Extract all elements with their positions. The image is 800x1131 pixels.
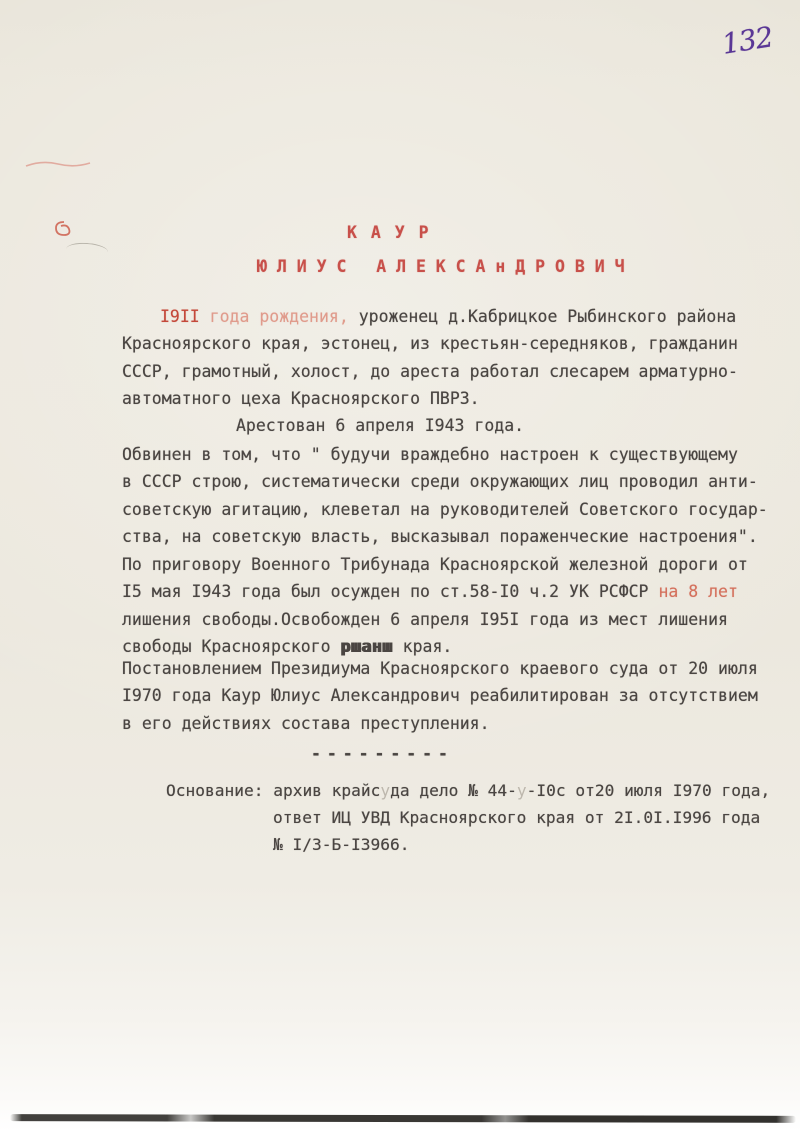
title-surname: К А У Р	[347, 223, 431, 242]
basis-line-1	[166, 777, 770, 804]
dash-separator: - - - - - - - - -	[311, 744, 446, 763]
p3-line-3: лишения свободы.Освобожден 6 апреля I95I года из мест лишения	[122, 610, 728, 629]
p1-line-1	[160, 303, 736, 330]
arrest-line: Арестован 6 апреля I943 года.	[236, 416, 525, 435]
p3-line-2	[122, 578, 738, 605]
overtyped-word: ршанш	[340, 637, 393, 656]
p1-line-4: автоматного цеха Красноярского ПВРЗ.	[122, 389, 480, 408]
p2-line-2: в СССР строю, систематически среди окружающих лиц проводил анти-	[122, 472, 758, 491]
sentence-term-red: на 8 лет	[658, 582, 738, 601]
basis-label: Основание:	[166, 781, 274, 800]
birth-phrase-faded-red: года рождения,	[199, 307, 349, 326]
basis-l1-a: архив крайс	[273, 781, 381, 800]
page-bottom-scan-edge	[10, 1114, 796, 1123]
p1-line-3: СССР, грамотный, холост, до ареста работал слесарем арматурно-	[122, 362, 738, 381]
basis-l1-b: да дело № 44-	[390, 781, 517, 800]
p4-line-1: Постановлением Президиума Красноярского краевого суда от 20 июля	[122, 659, 758, 678]
p2-line-3: советскую агитацию, клеветал на руководителей Советского государ-	[122, 500, 768, 519]
p2-line-4: ства, на советскую власть, высказывал пораженческие настроения".	[122, 527, 758, 546]
title-given-names: Ю Л И У С А Л Е К С А н Д Р О В И Ч	[257, 257, 625, 276]
p4-line-2: I970 года Каур Юлиус Александрович реабилитирован за отсутствием	[122, 686, 758, 705]
red-smudge-mark	[24, 156, 94, 172]
p2-line-1: Обвинен в том, что " будучи враждебно настроен к существующему	[122, 445, 738, 464]
basis-l1-c: -I0с от20 июля I970 года,	[526, 781, 771, 800]
basis-line-3: № I/3-Б-I3966.	[273, 835, 410, 854]
faded-letter: у	[380, 781, 391, 800]
p4-line-3: в его действиях состава преступления.	[122, 714, 490, 733]
sentence-text: I5 мая I943 года был осужден по ст.58-I0 ч.2 УК РСФСР	[122, 582, 659, 601]
p3-line-4-a: свободы Красноярского	[122, 637, 341, 656]
faded-letter: у	[516, 781, 527, 800]
handwritten-page-number: 132	[719, 20, 775, 61]
p3-line-1: По приговору Военного Трибунада Красноярской железной дороги от	[122, 555, 748, 574]
p3-line-4-b: края.	[392, 637, 453, 656]
red-scribble-mark	[50, 218, 74, 240]
pencil-arc-mark	[66, 242, 109, 260]
basis-line-2: ответ ИЦ УВД Красноярского края от 2I.0I.I996 года	[273, 808, 761, 827]
birth-year-red: I9II	[160, 307, 200, 326]
p1-line-2: Красноярского края, эстонец, из крестьян-середняков, гражданин	[122, 334, 738, 353]
p1-line-1-rest: уроженец д.Кабрицкое Рыбинского района	[348, 307, 737, 326]
